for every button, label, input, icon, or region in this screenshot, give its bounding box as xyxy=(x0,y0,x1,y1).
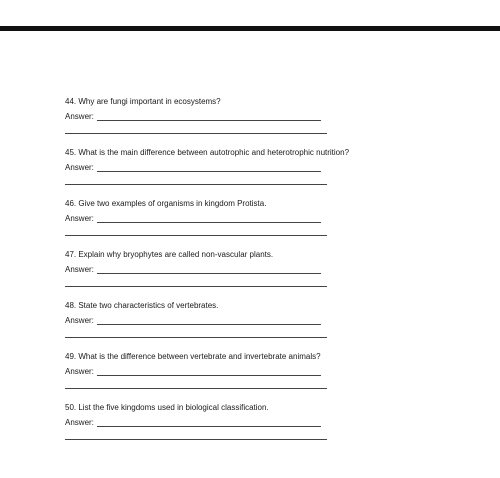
answer-row xyxy=(65,316,321,326)
question-text: 48. State two characteristics of vertebrates. xyxy=(65,301,219,310)
answer-extra-line[interactable] xyxy=(65,439,327,440)
answer-line[interactable] xyxy=(97,375,321,376)
answer-line[interactable] xyxy=(97,426,321,427)
question-46 xyxy=(65,199,365,250)
question-49 xyxy=(65,352,365,403)
answer-label: Answer: xyxy=(65,163,94,172)
answer-line[interactable] xyxy=(97,120,321,121)
answer-row xyxy=(65,163,321,173)
answer-extra-line[interactable] xyxy=(65,235,327,236)
question-48 xyxy=(65,301,365,352)
question-44 xyxy=(65,97,365,148)
question-45 xyxy=(65,148,365,199)
answer-label: Answer: xyxy=(65,112,94,121)
answer-line[interactable] xyxy=(97,222,321,223)
answer-label: Answer: xyxy=(65,214,94,223)
answer-line[interactable] xyxy=(97,273,321,274)
answer-extra-line[interactable] xyxy=(65,337,327,338)
question-text: 44. Why are fungi important in ecosystems? xyxy=(65,97,221,106)
question-text: 47. Explain why bryophytes are called non-vascular plants. xyxy=(65,250,274,259)
answer-line[interactable] xyxy=(97,324,321,325)
question-text: 50. List the five kingdoms used in biological classification. xyxy=(65,403,269,412)
answer-label: Answer: xyxy=(65,367,94,376)
answer-row xyxy=(65,265,321,275)
answer-extra-line[interactable] xyxy=(65,133,327,134)
question-47 xyxy=(65,250,365,301)
question-text: 49. What is the difference between vertebrate and invertebrate animals? xyxy=(65,352,321,361)
question-list xyxy=(65,97,365,454)
question-text: 45. What is the main difference between autotrophic and heterotrophic nutrition? xyxy=(65,148,350,157)
question-text: 46. Give two examples of organisms in kingdom Protista. xyxy=(65,199,267,208)
answer-row xyxy=(65,418,321,428)
answer-row xyxy=(65,367,321,377)
answer-extra-line[interactable] xyxy=(65,388,327,389)
answer-extra-line[interactable] xyxy=(65,184,327,185)
answer-label: Answer: xyxy=(65,316,94,325)
answer-extra-line[interactable] xyxy=(65,286,327,287)
answer-row xyxy=(65,112,321,122)
answer-label: Answer: xyxy=(65,418,94,427)
answer-row xyxy=(65,214,321,224)
question-50 xyxy=(65,403,365,454)
answer-label: Answer: xyxy=(65,265,94,274)
top-border-bar xyxy=(0,26,500,31)
answer-line[interactable] xyxy=(97,171,321,172)
